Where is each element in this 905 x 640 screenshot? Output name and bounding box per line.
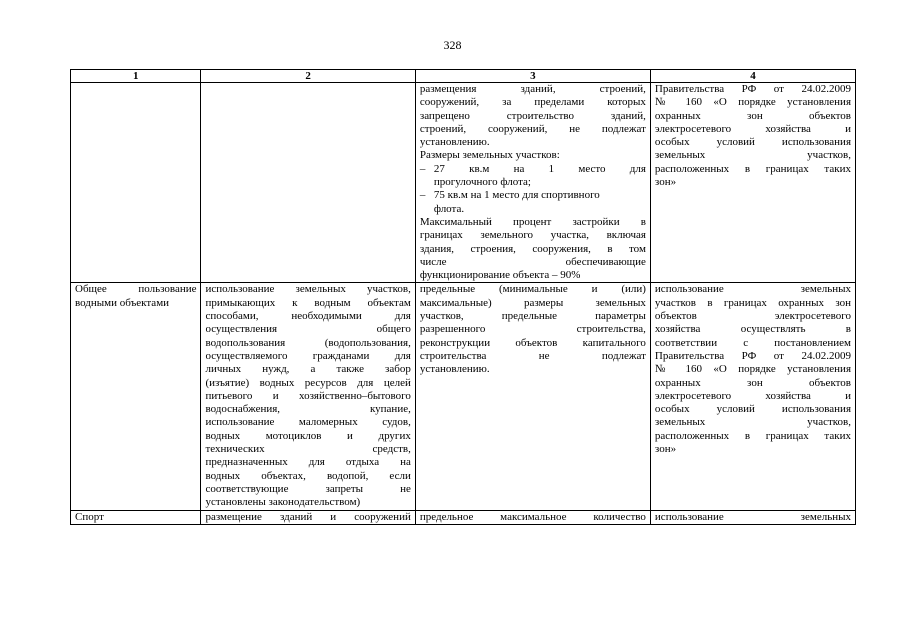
text-line: здания, строения, сооружения, в том (419, 242, 646, 255)
text-line: предельные (минимальные и (или) (419, 283, 646, 296)
page-number: 328 (443, 38, 462, 52)
header-row (71, 70, 856, 83)
list-item-text: флота. (433, 202, 465, 215)
text-line: питьевого и хозяйственно–бытового (205, 389, 411, 402)
text-line: личных нужд, а также забор (205, 363, 411, 376)
text-line: водными объектами (75, 296, 170, 309)
text-line: соответствии с постановлением (654, 336, 851, 349)
row3-col3: предельное максимальное количество (415, 510, 650, 524)
text-line: Правительства РФ от 24.02.2009 (654, 83, 851, 95)
text-line: числе обеспечивающие (419, 255, 646, 268)
text-line: участков, предельные параметры (419, 310, 646, 323)
header-cell-2: 2 (201, 70, 415, 83)
row1-col1 (71, 83, 201, 283)
text-line: особых условий использования (654, 403, 851, 416)
text-line: соответствующие запреты не (205, 482, 411, 495)
row1-col2 (201, 83, 415, 283)
row2-col2 (201, 283, 415, 510)
text-line: водных объектах, водопой, если (205, 469, 411, 482)
text-line: зон» (654, 176, 677, 189)
row2-col3 (415, 283, 650, 510)
list-item (420, 189, 646, 216)
text-line: электросетевого хозяйства и (654, 122, 851, 135)
list-item-text: 27 кв.м на 1 место для (433, 162, 646, 175)
text-line: Правительства РФ от 24.02.2009 (654, 349, 851, 362)
text-line: зон» (654, 443, 677, 456)
text-line: предназначенных для отдыха на (205, 456, 411, 469)
text-line: (изъятие) водных ресурсов для целей (205, 376, 411, 389)
row2-col1 (71, 283, 201, 510)
text-line: объектов электросетевого (654, 310, 851, 323)
text-line: водопользования (водопользования, (205, 336, 411, 349)
row1-col3 (415, 83, 650, 283)
text-line: электросетевого хозяйства и (654, 389, 851, 402)
text-line: охранных зон объектов (654, 376, 851, 389)
text-line: использование маломерных судов, (205, 416, 411, 429)
sizes-heading: Размеры земельных участков: (419, 149, 560, 162)
text-line: охранных зон объектов (654, 109, 851, 122)
text-line: функционирование объекта – 90% (419, 269, 581, 282)
text-line: Общее пользование (75, 283, 197, 296)
header-cell-1: 1 (71, 70, 201, 83)
text-line: водоснабжения, купание, (205, 403, 411, 416)
text-line: использование земельных участков, (205, 283, 411, 296)
row1-col4 (650, 83, 855, 283)
text-line: осуществляемого гражданами для (205, 349, 411, 362)
header-cell-3: 3 (415, 70, 650, 83)
text-line: примыкающих к водным объектам (205, 296, 411, 309)
text-line: земельных участков, (654, 416, 851, 429)
text-line: максимальные) размеры земельных (419, 296, 646, 309)
list-item-text: прогулочного флота; (433, 176, 531, 189)
text-line: расположенных в границах таких (654, 429, 851, 442)
list-item-text: 75 кв.м на 1 место для спортивного (433, 189, 600, 202)
dash-bullet: – (419, 189, 426, 202)
dash-bullet: – (419, 162, 426, 175)
table-row (71, 83, 856, 283)
text-line: Максимальный процент застройки в (419, 215, 646, 228)
text-line: технических средств, (205, 443, 411, 456)
text-line: № 160 «О порядке установления (654, 96, 851, 109)
text-line: расположенных в границах таких (654, 162, 851, 175)
row3-col2: размещение зданий и сооружений (201, 510, 415, 524)
header-cell-4: 4 (650, 70, 855, 83)
text-line: размещения зданий, строений, (419, 83, 646, 95)
list-item (420, 163, 646, 190)
text-line: земельных участков, (654, 149, 851, 162)
text-line: хозяйства осуществлять в (654, 323, 851, 336)
text-line: способами, необходимыми для (205, 310, 411, 323)
text-line: осуществления общего (205, 323, 411, 336)
text-line: участков в границах охранных зон (654, 296, 851, 309)
text-line: использование земельных (654, 283, 851, 296)
text-line: строений, сооружений, не подлежат (419, 122, 646, 135)
text-line: установлены законодательством) (205, 496, 361, 509)
row2-col4 (650, 283, 855, 510)
row3-col4: использование земельных (650, 510, 855, 524)
text-line: границах земельного участка, включая (419, 229, 646, 242)
text-line: особых условий использования (654, 136, 851, 149)
text-line: сооружений, за пределами которых (419, 96, 646, 109)
row3-col1: Спорт (71, 510, 201, 524)
text-line: установлению. (419, 136, 490, 149)
text-line: № 160 «О порядке установления (654, 363, 851, 376)
text-line: строительства не подлежат (419, 349, 646, 362)
text-line: установлению. (419, 363, 490, 376)
text-line: разрешенного строительства, (419, 323, 646, 336)
table-row (71, 510, 856, 524)
table-row (71, 283, 856, 510)
regulation-table (70, 69, 856, 525)
text-line: водных мотоциклов и других (205, 429, 411, 442)
text-line: реконструкции объектов капитального (419, 336, 646, 349)
text-line: запрещено строительство зданий, (419, 109, 646, 122)
